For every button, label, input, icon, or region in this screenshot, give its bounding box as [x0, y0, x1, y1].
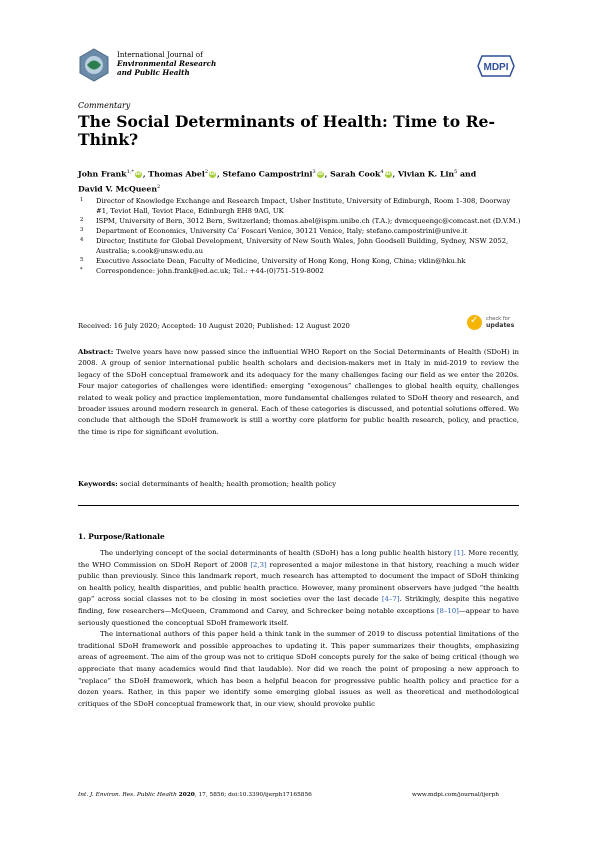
orcid-icon[interactable]: iD: [317, 172, 323, 178]
citation-link[interactable]: [4–7]: [381, 595, 400, 604]
orcid-icon[interactable]: iD: [209, 172, 216, 178]
authors-line-1: John Frank$^{1,*}$ iD , Thomas Abel$^2$ iD , Stefano Campostrini$^3$ iD , Sarah Cook$^4$ iD , Vivian K. Lin$^5$ and: [78, 169, 477, 179]
author-mcqueen[interactable]: David V. McQueen: [78, 184, 158, 194]
affiliation-item: 5 Executive Associate Dean, Faculty of Medicine, University of Hong Kong, Hong Kong, China; vklin@hku.hk: [80, 257, 466, 265]
author-abel[interactable]: Thomas Abel: [148, 169, 205, 179]
section-heading: 1. Purpose/Rationale: [78, 532, 165, 541]
footer-journal: Int. J. Environ. Res. Public Health: [78, 792, 177, 798]
abstract: [78, 347, 519, 438]
keywords-text: social determinants of health; health promotion; health policy: [119, 480, 337, 488]
article-title: The Social Determinants of Health: Time to Re-Think?: [78, 112, 495, 149]
mdpi-logo: [476, 54, 516, 78]
correspondence: * Correspondence: john.frank@ed.ac.uk; Tel.: +44-(0)751-519-8002: [80, 267, 324, 275]
author-frank[interactable]: John Frank: [78, 169, 127, 179]
footer-year: 2020: [178, 792, 195, 798]
affiliation-item: 2 ISPM, University of Bern, 3012 Bern, Switzerland; thomas.abel@ispm.unibe.ch (T.A.); dvmcqueengc@comcast.net (D.V.M.): [80, 217, 521, 225]
publication-dates: Received: 16 July 2020; Accepted: 10 August 2020; Published: 12 August 2020: [78, 322, 350, 330]
affiliation-item: 3 Department of Economics, University Ca’ Foscari Venice, 30121 Venice, Italy; stefano.campostrini@unive.it: [80, 227, 468, 235]
journal-name-line3: and Public Health: [117, 68, 190, 77]
body-text: [78, 548, 519, 710]
footer-citation: [78, 792, 312, 798]
footer-url[interactable]: www.mdpi.com/journal/ijerph: [412, 792, 499, 798]
paragraph: The underlying concept of the social determinants of health (SDoH) has a long public health history [1]. More recently, the WHO Commission on SDoH Report of 2008 [2,3] represented a major milestone in that history, reaching a much wider public than previously. Since this landmark report, much research has attempted to document the impact of SDoH thinking on health policy, health disparities, and public health practice. However, many prominent observers have judged “the health gap” across social classes not to be closing in most societies over the last decade [4–7]. Strikingly, despite this negative finding, few researchers—McQueen, Crammond and Carey, and Schrecker being notable exceptions [8–10]—appear to have seriously questioned the conceptual SDoH framework itself.: [78, 549, 520, 627]
journal-name: [117, 50, 216, 77]
footer-doi: , 17, 5856; doi:10.3390/ijerph17165856: [194, 792, 312, 798]
check-updates-line1: check for: [486, 316, 510, 322]
keywords: [78, 480, 519, 488]
author-lin[interactable]: Vivian K. Lin: [397, 169, 455, 179]
keywords-label: Keywords:: [78, 480, 118, 488]
author-cook[interactable]: Sarah Cook: [330, 169, 381, 179]
article-type: Commentary: [78, 101, 131, 110]
journal-logo: [77, 48, 111, 82]
authors-line-2: David V. McQueen$^2$: [78, 183, 161, 194]
affiliation-item: 4 Director, Institute for Global Development, University of New South Wales, John Goodsell Building, Sydney, NSW 2052, Australia; s.cook@unsw.edu.au: [80, 237, 509, 255]
mdpi-logo-text: MDPI: [483, 62, 509, 73]
paragraph: The international authors of this paper held a think tank in the summer of 2019 to discuss potential limitations of the traditional SDoH framework and possible approaches to updating it. This paper summarizes their thoughts, emphasizing areas of agreement. The aim of the group was not to critique SDoH concepts purely for the sake of being critical (though we appreciate that many academics would find that laudable). Nor did we reach the point of proposing a new approach to “replace” the SDoH framework, which has been a helpful beacon for progressive public health policy and practice for a dozen years. Rather, in this paper we identify some emerging global issues as well as theoretical and methodological critiques of the SDoH conceptual framework that, in our view, should provoke public: [78, 630, 519, 708]
abstract-label: Abstract:: [78, 348, 114, 356]
check-updates-icon: [467, 315, 482, 330]
orcid-icon[interactable]: iD: [135, 172, 141, 178]
citation-link[interactable]: [1]: [453, 549, 464, 557]
check-updates-line2: updates: [486, 322, 515, 329]
affiliations: [78, 196, 523, 276]
journal-name-line1: International Journal of: [117, 50, 203, 59]
affiliation-item: 1 Director of Knowledge Exchange and Research Impact, Usher Institute, University of Edinburgh, Room 1-308, Doorway #1, Teviot Hall, Teviot Place, Edinburgh EH8 9AG, UK: [80, 197, 511, 215]
abstract-text: Twelve years have now passed since the influential WHO Report on the Social Determinants of Health (SDoH) in 2008. A group of senior international public health scholars and decision-makers met in Italy in mid-2019 to review the legacy of the SDoH conceptual framework and its adequacy for the many challenges facing our field as we enter the 2020s. Four major categories of challenges were identified: emerging “exogenous” challenges to global health equity, challenges related to weak policy and practice implementation, more fundamental challenges related to SDoH theory and research, and broader issues around modern research in general. Each of these categories is discussed, and potential solutions offered. We conclude that although the SDoH framework is still a worthy core platform for public health research, policy, and practice, the time is ripe for significant evolution.: [78, 348, 519, 436]
author-list: [78, 166, 523, 195]
author-campostrini[interactable]: Stefano Campostrini: [222, 169, 313, 179]
orcid-icon[interactable]: iD: [385, 172, 391, 178]
citation-link[interactable]: [8–10]: [436, 606, 459, 615]
check-for-updates-badge[interactable]: [467, 313, 523, 333]
journal-name-line2: Environmental Research: [117, 59, 217, 68]
section-divider: [78, 505, 519, 506]
citation-link[interactable]: [2,3]: [250, 560, 267, 569]
